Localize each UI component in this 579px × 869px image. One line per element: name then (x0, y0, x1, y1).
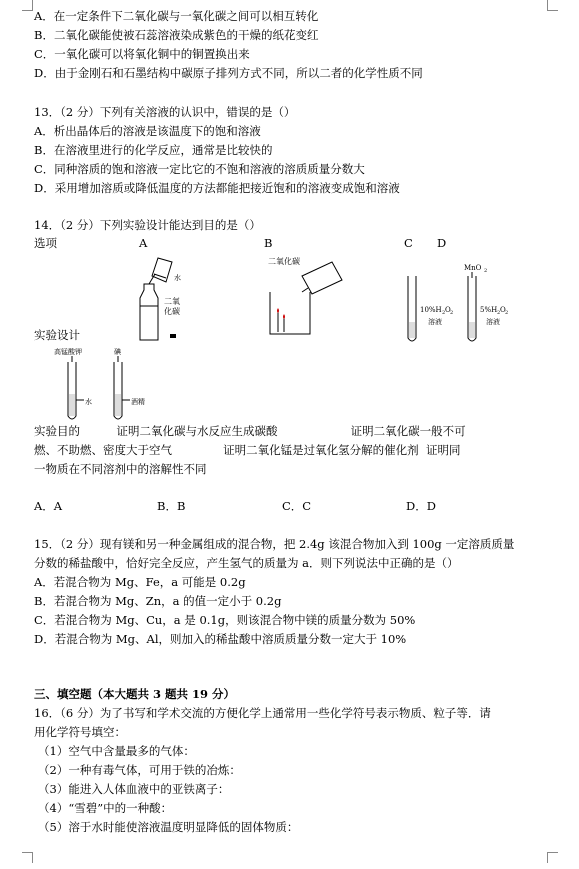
figure-c-sub-d: 2 (505, 310, 509, 316)
q14-answer-c: C．C (282, 499, 312, 513)
q13-option-c: C．同种溶质的饱和溶液一定比它的不饱和溶液的溶质质量分数大 (34, 162, 365, 176)
figure-c-solution-a: 溶液 (428, 318, 442, 326)
figure-c-h2o2-mno2 (400, 258, 530, 348)
q14-answer-b: B．B (157, 499, 186, 513)
q16-item-1: （1）空气中含量最多的气体： (38, 744, 195, 758)
q15-option-b: B．若混合物为 Mg、Zn，a 的值一定小于 0.2g (34, 594, 282, 608)
figure-c-5pct-label: 5%H (480, 306, 498, 314)
q14-col-d: D (437, 236, 447, 250)
q16-stem-line-1: 16．（6 分）为了书写和学术交流的方便化学上通常用一些化学符号表示物质、粒子等．请 (34, 706, 491, 720)
q14-stem: 14．（2 分）下列实验设计能达到目的是（） (34, 218, 261, 232)
q14-col-b: B (264, 236, 273, 250)
figure-d-solubility-tubes (52, 344, 162, 424)
figure-d-alcohol-label: 酒精 (131, 398, 145, 406)
q14-row-label-options: 选项 (34, 236, 57, 250)
section-3-heading: 三、填空题（本大题共 3 题共 19 分） (34, 687, 236, 701)
q15-option-a: A．若混合物为 Mg、Fe，a 可能是 0.2g (34, 575, 246, 589)
figure-c-sub-a: 2 (442, 310, 446, 316)
figure-a-co2-water-bottle (130, 254, 190, 344)
q16-item-3: （3）能进入人体血液中的亚铁离子： (38, 782, 230, 796)
q14-purpose-line-1: 实验目的 证明二氧化碳与水反应生成碳酸 证明二氧化碳一般不可 (34, 424, 466, 438)
q14-answer-d: D．D (406, 499, 436, 513)
figure-d-kmno4-label: 高锰酸钾 (54, 348, 82, 356)
crop-mark-bottom-left (22, 852, 33, 863)
q12-option-a: A．在一定条件下二氧化碳与一氧化碳之间可以相互转化 (34, 9, 319, 23)
q14-row-label-design: 实验设计 (34, 328, 80, 342)
figure-c-10pct-label: 10%H (420, 306, 442, 314)
figure-d-iodine-label: 碘 (114, 348, 121, 356)
q13-option-d: D．采用增加溶质或降低温度的方法都能把接近饱和的溶液变成饱和溶液 (34, 181, 400, 195)
figure-c-solution-b: 溶液 (486, 318, 500, 326)
figure-a-co2-label: 二氧 化碳 (164, 297, 180, 316)
figure-c-sub-b: 2 (450, 310, 454, 316)
q14-answer-a: A．A (34, 499, 63, 513)
figure-c-sub-c: 2 (497, 310, 501, 316)
q13-option-a: A．析出晶体后的溶液是该温度下的饱和溶液 (34, 124, 261, 138)
q15-stem-line-1: 15．（2 分）现有镁和另一种金属组成的混合物，把 2.4g 该混合物加入到 100g 一定溶质质量 (34, 537, 515, 551)
figure-c-o-b: O (500, 306, 506, 314)
figure-d-water-label: 水 (85, 398, 92, 406)
q14-col-a: A (139, 236, 148, 250)
figure-b-co2-label: 二氧化碳 (268, 257, 300, 266)
figure-c-mno2-label: MnO (464, 264, 482, 272)
q15-option-c: C．若混合物为 Mg、Cu，a 是 0.1g，则该混合物中镁的质量分数为 50% (34, 613, 416, 627)
q16-stem-line-2: 用化学符号填空： (34, 725, 126, 739)
crop-mark-top-left (22, 0, 33, 11)
q13-stem: 13．（2 分）下列有关溶液的认识中，错误的是（） (34, 105, 296, 119)
figure-c-mno2-sub: 2 (484, 268, 488, 274)
q14-purpose-line-2: 燃、不助燃、密度大于空气 证明二氧化锰是过氧化氢分解的催化剂 证明同 (34, 443, 461, 457)
q14-purpose-line-3: 一物质在不同溶剂中的溶解性不同 (34, 462, 207, 476)
q14-col-c: C (404, 236, 413, 250)
crop-mark-bottom-right (547, 852, 558, 863)
q16-item-5: （5）溶于水时能使溶液温度明显降低的固体物质： (38, 820, 299, 834)
crop-mark-top-right (547, 0, 558, 11)
q12-option-d: D．由于金刚石和石墨结构中碳原子排列方式不同，所以二者的化学性质不同 (34, 66, 423, 80)
q16-item-2: （2）一种有毒气体，可用于铁的冶炼： (38, 763, 241, 777)
q12-option-b: B．二氧化碳能使被石蕊溶液染成紫色的干燥的纸花变红 (34, 28, 319, 42)
q13-option-b: B．在溶液里进行的化学反应，通常是比较快的 (34, 143, 273, 157)
figure-b-co2-candle (260, 252, 350, 342)
figure-a-water-label: 水 (174, 274, 181, 282)
figure-c-o-a: O (445, 306, 451, 314)
q12-option-c: C．一氧化碳可以将氧化铜中的铜置换出来 (34, 47, 250, 61)
q16-item-4: （4）“雪碧”中的一种酸： (38, 801, 173, 815)
q15-option-d: D．若混合物为 Mg、Al，则加入的稀盐酸中溶质质量分数一定大于 10% (34, 632, 407, 646)
q15-stem-line-2: 分数的稀盐酸中，恰好完全反应，产生氢气的质量为 a．则下列说法中正确的是（） (34, 556, 459, 570)
